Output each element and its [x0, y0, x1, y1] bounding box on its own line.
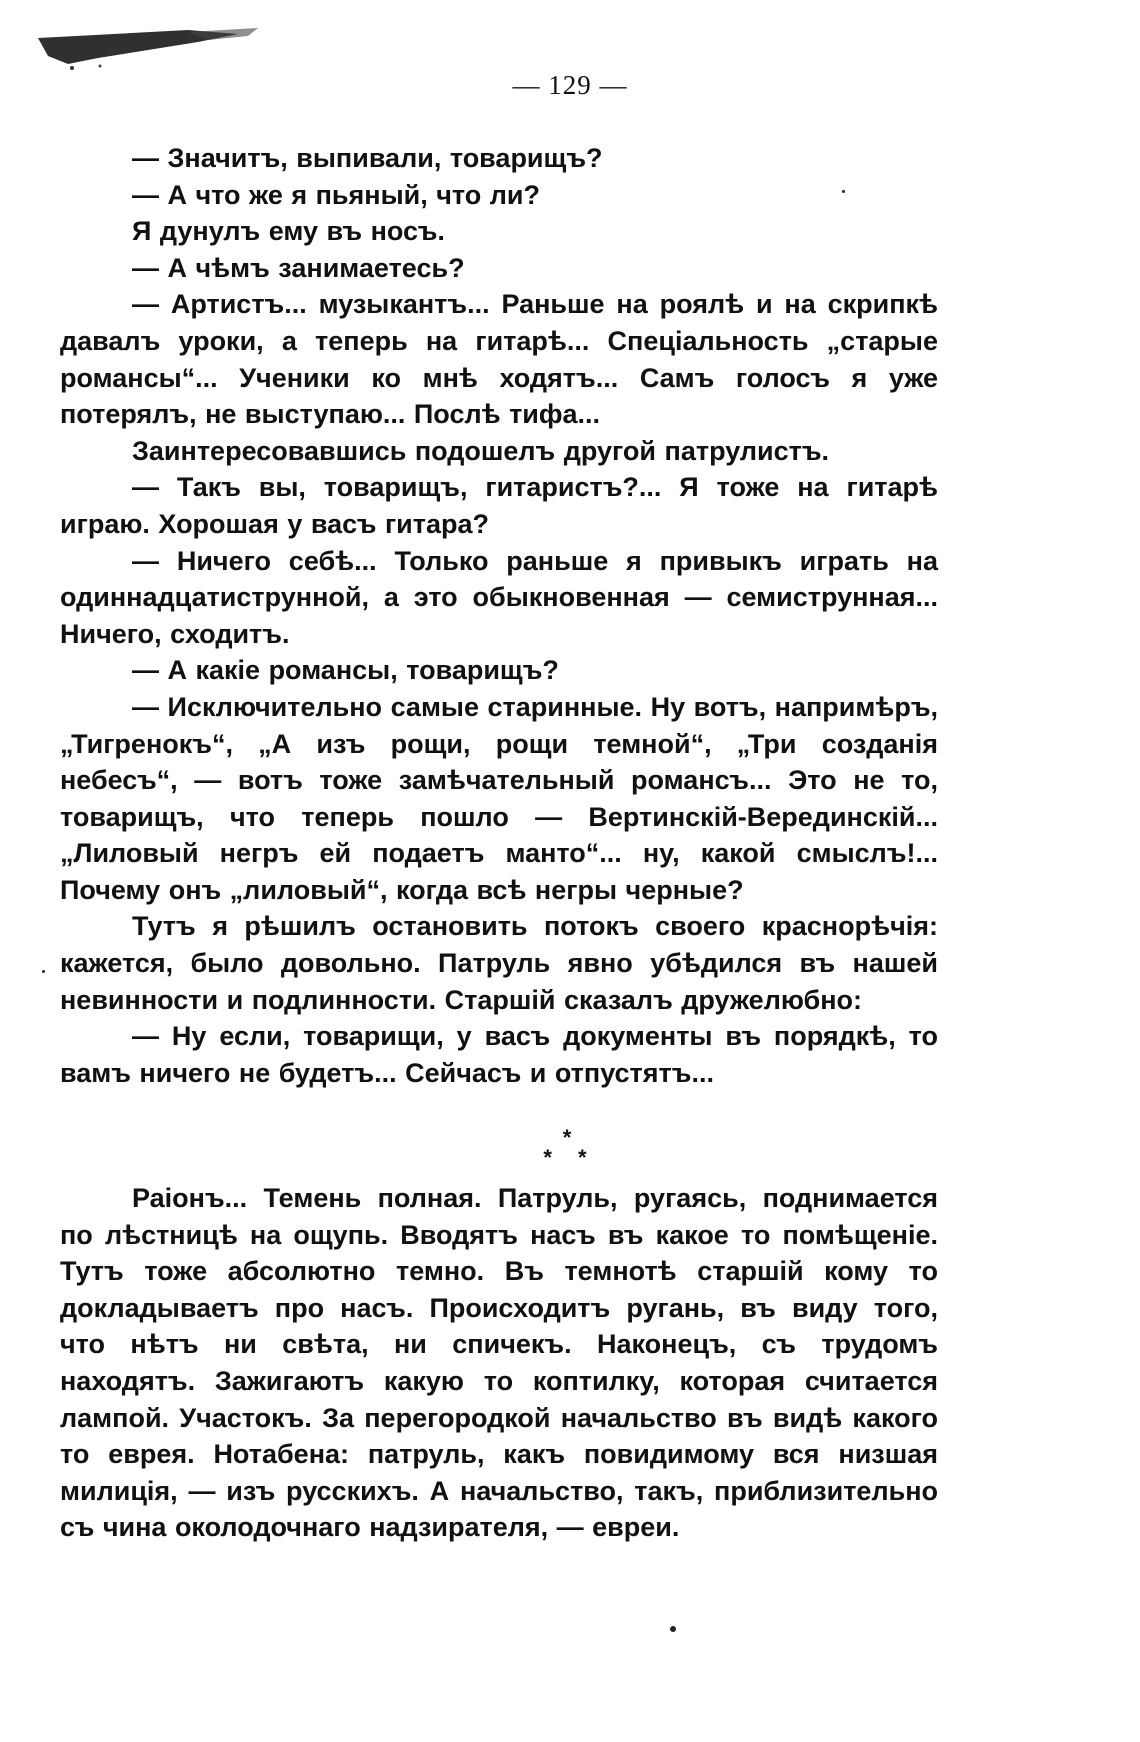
dialogue-section — [60, 140, 938, 1091]
paragraph: — Ну если, товарищи, у васъ документы въ порядкѣ, то вамъ ничего не будетъ... Сейчасъ и отпустятъ... — [60, 1021, 938, 1088]
paragraph: Заинтересовавшись подошелъ другой патрулистъ. — [132, 435, 830, 466]
section-separator — [0, 1125, 1140, 1170]
paragraph: — Значитъ, выпивали, товарищъ? — [132, 143, 603, 173]
scan-speck — [670, 1626, 676, 1632]
paragraph: Тутъ я рѣшилъ остановить потокъ своего краснорѣчія: кажется, было довольно. Патруль явно убѣдился въ нашей невинности и подлинности. Старшій сказалъ дружелюбно: — [60, 911, 938, 1015]
scan-smudge-mark — [38, 28, 258, 72]
separator-asterisks-bottom: * * — [543, 1145, 597, 1170]
paragraph: — А какіе романсы, товарищъ? — [132, 655, 559, 686]
paragraph: — Такъ вы, товарищъ, гитаристъ?... Я тоже на гитарѣ играю. Хорошая у васъ гитара? — [60, 472, 938, 539]
paragraph: — Ничего себѣ... Только раньше я привыкъ играть на одиннадцатиструнной, а это обыкновенная — семиструнная... Ничего, сходитъ. — [60, 545, 938, 649]
scan-speck — [42, 970, 45, 973]
page-number: — 129 — — [512, 70, 628, 100]
narrative-section — [60, 1180, 938, 1546]
paragraph: — Исключительно самые старинные. Ну вотъ, напримѣръ, „Тигренокъ“, „А изъ рощи, рощи темной“, „Три созданія небесъ“, — вотъ тоже замѣчательный романсъ... Это не то, товарищъ, что теперь пошло — Вертинскій-Верединскій... „Лиловый негръ ей подаетъ манто“... ну, какой смыслъ!... Почему онъ „лиловый“, когда всѣ негры черные? — [60, 691, 938, 905]
paragraph: — Артистъ... музыкантъ... Раньше на роялѣ и на скрипкѣ давалъ уроки, а теперь на гитарѣ... Спеціальность „старые романсы“... Ученики ко мнѣ ходятъ... Самъ голосъ я уже потерялъ, не выступаю... Послѣ тифа... — [60, 289, 938, 430]
scan-speck — [842, 190, 845, 193]
paragraph: — А чѣмъ занимаетесь? — [132, 252, 465, 283]
paragraph: Раіонъ... Темень полная. Патруль, ругаясь, поднимается по лѣстницѣ на ощупь. Вводятъ насъ въ какое то помѣщеніе. Тутъ тоже абсолютно темно. Въ темнотѣ старшій кому то докладываетъ про насъ. Происходитъ ругань, въ виду того, что нѣтъ ни свѣта, ни спичекъ. Наконецъ, съ трудомъ находятъ. Зажигаютъ какую то коптилку, которая считается лампой. Участокъ. За перегородкой начальство въ видѣ какого то еврея. Нотабена: патруль, какъ повидимому вся низшая милиція, — изъ русскихъ. А начальство, такъ, приблизительно съ чина околодочнаго надзирателя, — евреи. — [60, 1183, 938, 1543]
separator-asterisk-top: * — [562, 1125, 582, 1150]
paragraph: — А что же я пьяный, что ли? — [132, 179, 541, 210]
paragraph: Я дунулъ ему въ носъ. — [132, 216, 445, 247]
